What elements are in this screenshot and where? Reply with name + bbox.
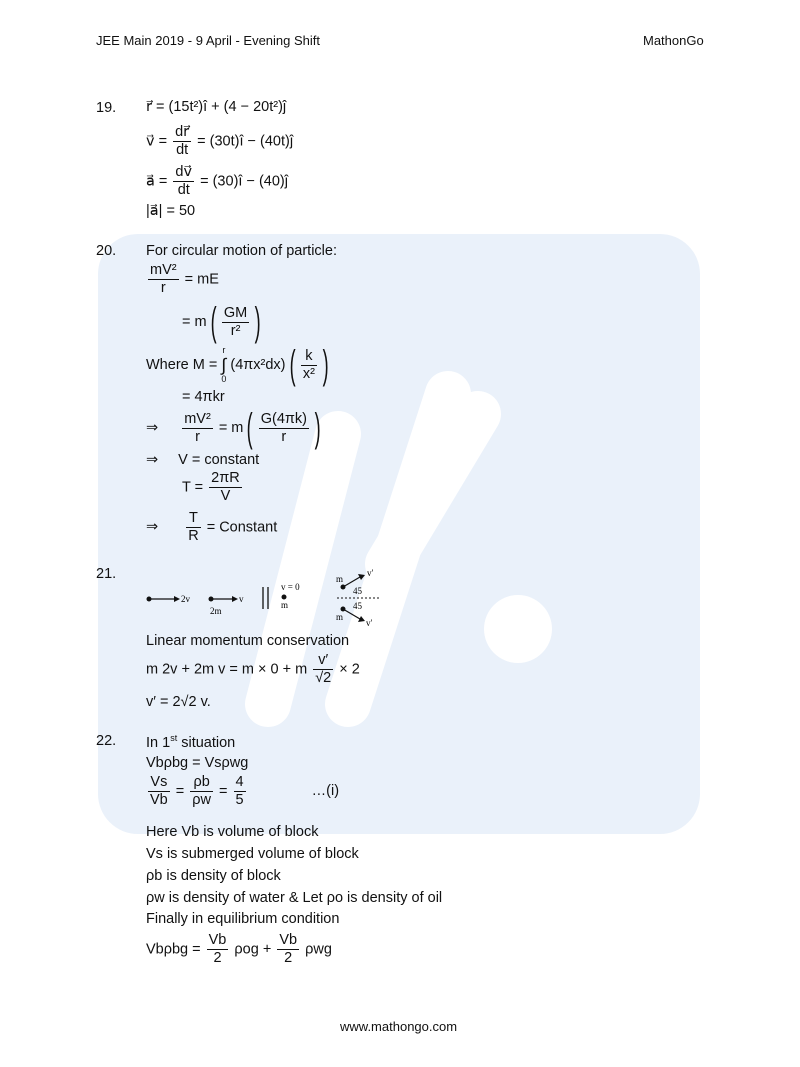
q20-number: 20. (96, 243, 117, 259)
diag-m2: m (336, 612, 344, 622)
header-brand: MathonGo (643, 33, 704, 48)
q22-number: 22. (96, 733, 117, 749)
q22-line5: Vs is submerged volume of block (146, 846, 359, 862)
q19-number: 19. (96, 100, 117, 116)
q19-line2: v⃗ = $\frac{dr⃗}{dt}$ = (30t)î − (40t)ĵ (146, 124, 294, 158)
q20-eq5: ⇒ $\frac{\text{mV²}}{r}$ = m( $\frac{G(4\pi k)}{r}$ ) (146, 406, 321, 450)
diag-m: m (281, 600, 289, 610)
q22-line7: ρw is density of water & Let ρo is density of oil (146, 890, 443, 906)
diag-v0: v = 0 (281, 582, 300, 592)
q22-line8: Finally in equilibrium condition (146, 911, 340, 927)
q21-collision-diagram (140, 565, 390, 627)
q21-number: 21. (96, 566, 117, 582)
q20-eq4: = 4πkr (182, 389, 225, 405)
diag-45a: 45 (353, 586, 362, 596)
diag-2m: 2m (210, 606, 222, 616)
q20-eq6: ⇒ V = constant (146, 452, 260, 468)
q22-line3: $\frac{Vs}{Vb}$ = $\frac{\rho b}{\rho w}$ = $\frac{4}{5}$ …(i) (150, 774, 340, 808)
diag-v1: v′ (367, 568, 374, 578)
q21-eq2: v′ = 2√2 v. (146, 694, 211, 710)
footer-url[interactable]: www.mathongo.com (340, 1019, 458, 1034)
q21-text: Linear momentum conservation (146, 633, 350, 649)
q20-eq7: T = $\frac{2\pi R}{V}$ (182, 470, 240, 504)
q20-intro: For circular motion of particle: (146, 243, 337, 259)
q22-line2: Vbρbg = Vsρwg (146, 755, 249, 771)
diag-2v: 2v (181, 594, 190, 604)
q21-eq1: m 2v + 2m v = m × 0 + m $\frac{v'}{√2}$ × 2 (146, 652, 360, 686)
diag-v: v (239, 594, 244, 604)
q20-eq2: = m( $\frac{GM}{\text{r²}}$ ) (182, 300, 261, 344)
diag-m1: m (336, 574, 344, 584)
q22-line9: Vbρbg = $\frac{Vb}{2}$ ρog + $\frac{Vb}{2}$ ρwg (146, 932, 332, 966)
q20-eq3: Where M = r ∫ 0 (4πx²dx)( $\frac{k}{\text{x²}}$ ) (146, 343, 329, 387)
q20-eq1: $\frac{\text{mV²}}{r}$ = mE (150, 262, 219, 296)
q19-line4: |a⃗| = 50 (146, 203, 196, 219)
q19-line3: a⃗ = $\frac{dv⃗}{dt}$ = (30)î − (40)ĵ (146, 164, 288, 198)
q19-line1: r⃗ = (15t²)î + (4 − 20t²)ĵ (146, 99, 287, 115)
q20-eq8: ⇒ $\frac{T}{R}$ = Constant (146, 510, 278, 544)
q22-line1: In 1st situation (146, 733, 236, 751)
q22-line4: Here Vb is volume of block (146, 824, 319, 840)
header-title: JEE Main 2019 - 9 April - Evening Shift (96, 33, 321, 48)
diag-v2: v′ (366, 618, 373, 627)
q22-line6: ρb is density of block (146, 868, 281, 884)
diag-45b: 45 (353, 601, 362, 611)
